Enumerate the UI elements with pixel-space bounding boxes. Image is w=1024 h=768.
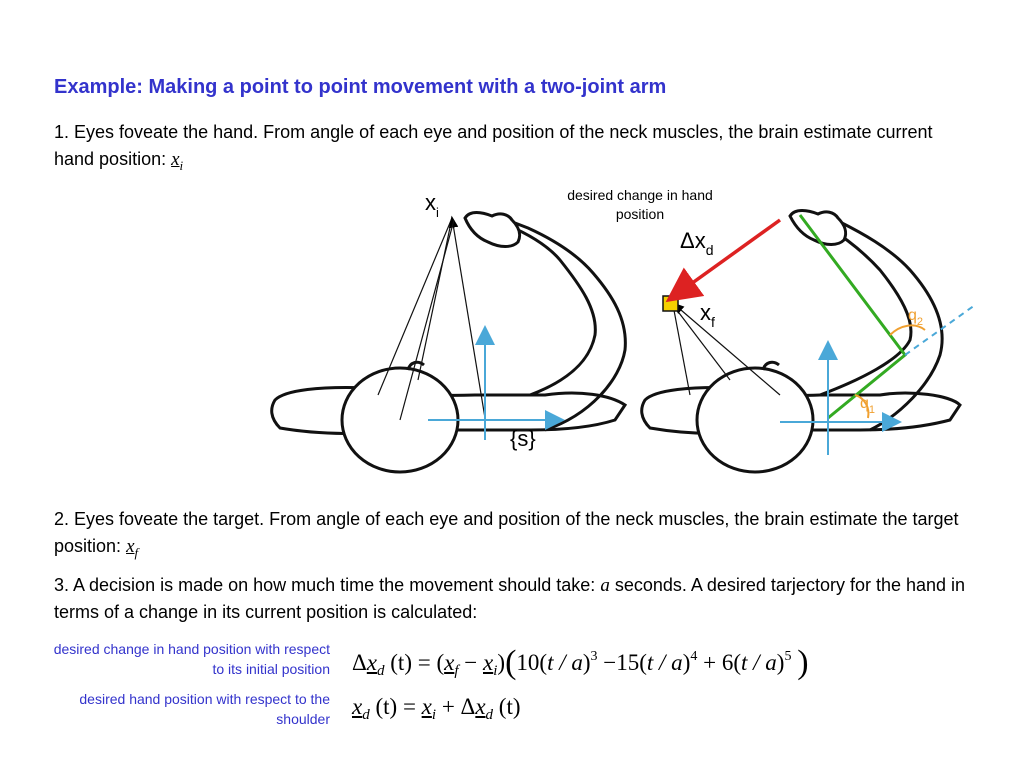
right-figure [642, 211, 975, 473]
arm-outline-outer [815, 220, 911, 395]
sight-line [452, 218, 485, 418]
q2-label: $q_2$ [908, 307, 924, 328]
eq2-label: desired hand position with respect to the shoulder [79, 691, 330, 727]
step-2-text: 2. Eyes foveate the target. From angle of each eye and position of the neck muscles, the brain estimate the target position: [54, 509, 959, 556]
step-1-paragraph [54, 119, 974, 179]
left-hand-label: $x_i$ [425, 190, 439, 220]
step-3-paragraph [54, 572, 974, 626]
q1-label: $q_1$ [860, 395, 876, 416]
equation-2: $x_d$ $(t) = x_i + \Delta x_d$ (t) [352, 694, 521, 723]
step-1-text: 1. Eyes foveate the hand. From angle of each eye and position of the neck muscles, the brain estimate current hand position: [54, 122, 933, 169]
delta-xd-label: $\Delta x_d$ [680, 228, 714, 258]
left-figure [272, 190, 626, 472]
arm-figure [260, 190, 990, 485]
xf-label: $x_f$ [700, 300, 715, 330]
step-3-text-after: seconds. A desired tarjectory for the hand in terms of a change in its current position is calculated: [54, 575, 966, 622]
sight-line [673, 305, 690, 395]
sight-line [418, 218, 452, 380]
eq1-label: desired change in hand position with respect to its initial position [53, 641, 330, 677]
step-2-var: $x_f$ [126, 536, 139, 560]
equation-1: $\Delta x_d$ $(t) = (x_f - x_i)(10(t / a)^3 -15(t / a)^4 + 6(t / a)^5$ ) [352, 644, 809, 681]
frame-label: {s} [510, 426, 536, 451]
target-square [663, 296, 678, 311]
step-2-paragraph [54, 506, 974, 566]
figure-caption: desired change in hand position [567, 187, 713, 222]
hand-outline [465, 213, 520, 247]
step-1-var: $x_i$ [171, 149, 184, 173]
step-3-text-before: 3. A decision is made on how much time the movement should take: [54, 575, 596, 595]
head-outline [697, 368, 813, 472]
step-3-var-a: a [600, 575, 610, 596]
page-title: Example: Making a point to point movement with a two-joint arm [54, 76, 667, 98]
